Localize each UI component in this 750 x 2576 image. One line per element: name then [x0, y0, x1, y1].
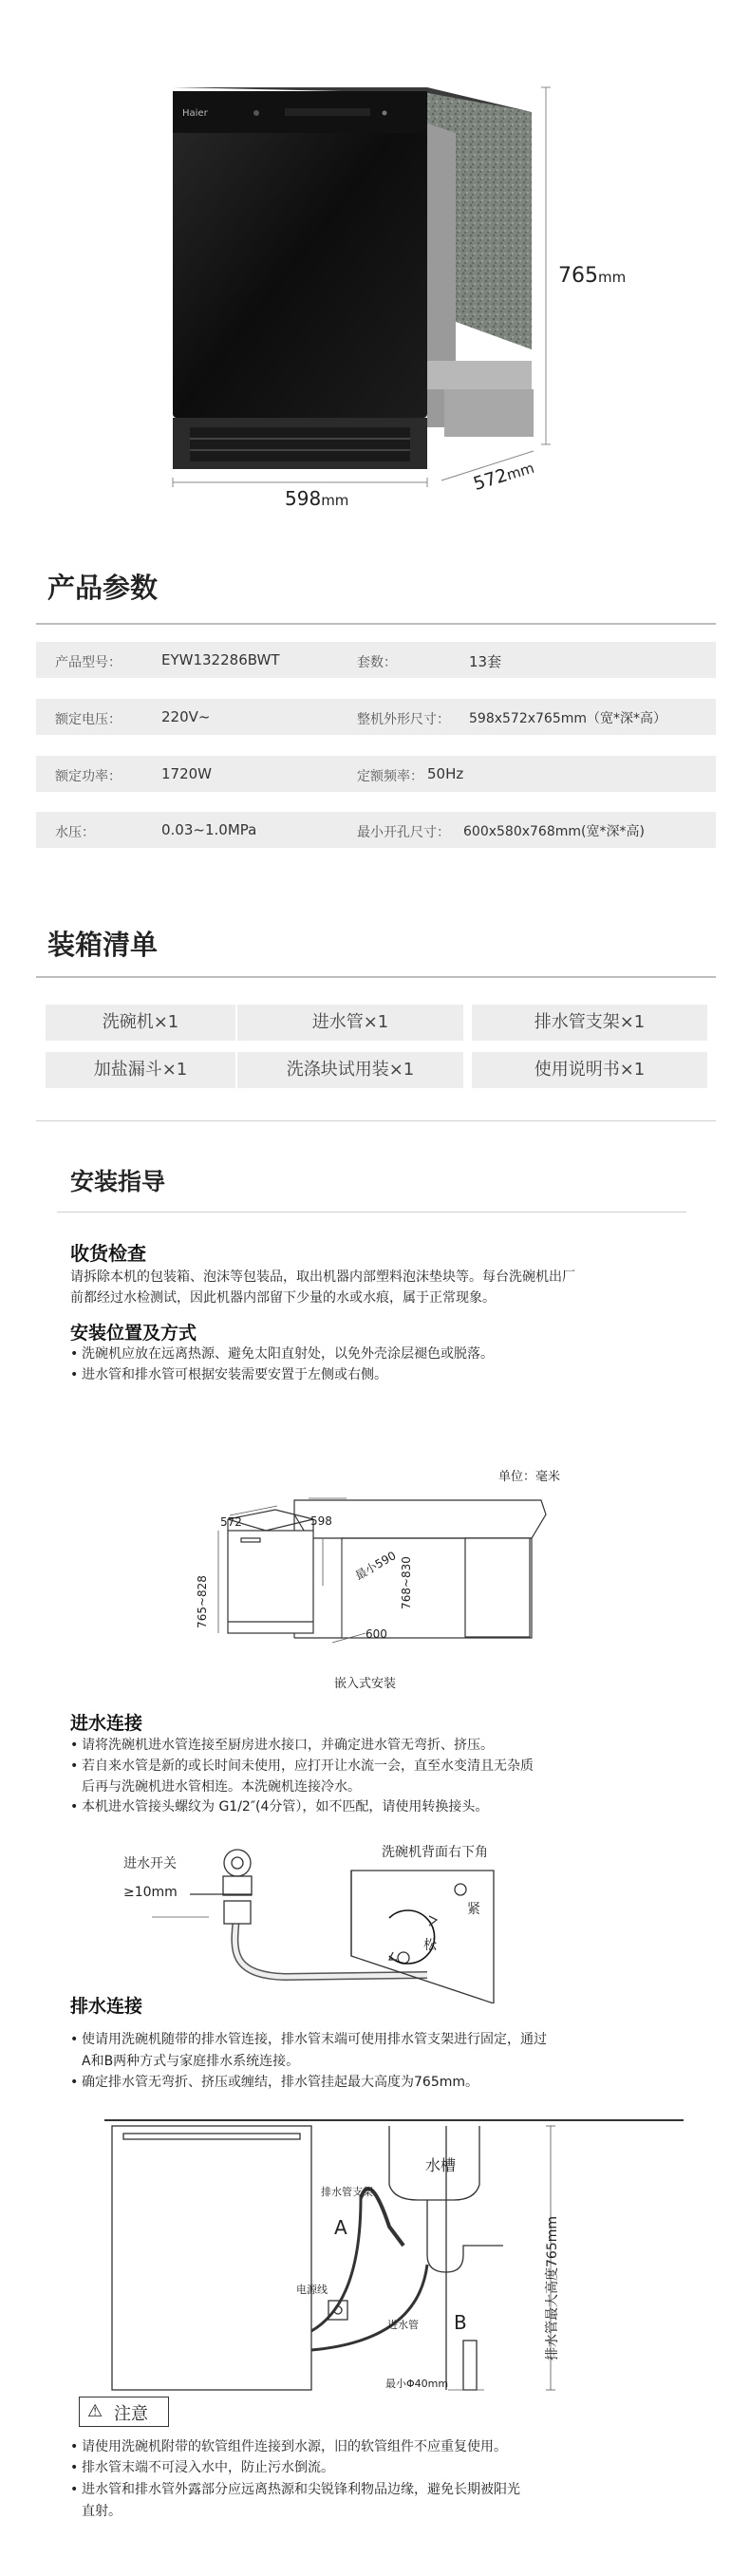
packing-bottom-divider [36, 1120, 716, 1121]
option-a-label: A [334, 2216, 347, 2239]
packing-item: 洗碗机×1 [46, 1005, 235, 1041]
dim-572: 572 [220, 1515, 242, 1529]
tight-label: 紧 [467, 1902, 480, 1917]
notice-bullet-cont: 直射。 [82, 2504, 122, 2519]
packing-item: 洗涤块试用装×1 [237, 1052, 463, 1088]
inlet-switch-label: 进水开关 [123, 1856, 177, 1871]
receive-text-2: 前都经过水检测试，因此机器内部留下少量的水或水痕，属于正常现象。 [70, 1290, 496, 1306]
drain-bullet: • 确定排水管无弯折、挤压或缠结，排水管挂起最大高度为765mm。 [82, 2073, 478, 2093]
inlet-hose-label: 进水管 [387, 2319, 419, 2331]
receive-text-1: 请拆除本机的包装箱、泡沫等包装品，取出机器内部塑料泡沫垫块等。每台洗碗机出厂 [70, 1269, 575, 1285]
dim-768-830: 768~830 [399, 1556, 413, 1609]
dim-765-828: 765~828 [195, 1575, 209, 1628]
dim-min590: 最小590 [352, 1549, 399, 1583]
packing-item: 加盐漏斗×1 [46, 1052, 235, 1088]
spec-row: 额定电压： 220V~ 整机外形尺寸： 598x572x765mm（宽*深*高） [36, 699, 716, 735]
drain-bullet: • 使请用洗碗机随带的排水管连接，排水管末端可使用排水管支架进行固定，通过 [82, 2030, 547, 2050]
spec-row: 额定功率： 1720W 定额频率： 50Hz [36, 756, 716, 792]
packing-divider [36, 976, 716, 978]
inlet-bullet: • 请将洗碗机进水管连接至厨房进水接口，并确定进水管无弯折、挤压。 [82, 1736, 494, 1756]
notice-box [79, 2397, 169, 2427]
spec-row: 产品型号： EYW132286BWT 套数： 13套 [36, 642, 716, 678]
drain-heading: 排水连接 [70, 1996, 143, 2017]
position-bullet: • 进水管和排水管可根据安装需要安置于左侧或右侧。 [82, 1365, 387, 1385]
drain-diagram [104, 2113, 684, 2407]
notice-bullet: • 请使用洗碗机附带的软管组件连接到水源，旧的软管组件不应重复使用。 [82, 2437, 507, 2457]
min-diameter-label: 最小Φ40mm [385, 2378, 449, 2390]
unit-label: 单位：毫米 [498, 1470, 561, 1484]
packing-item: 使用说明书×1 [472, 1052, 707, 1088]
dim-height: 765mm [558, 264, 627, 288]
inlet-bullet-cont: 后再与洗碗机进水管相连。本洗碗机连接冷水。 [82, 1779, 361, 1795]
packing-title: 装箱清单 [47, 929, 159, 961]
diagram-caption: 嵌入式安装 [334, 1677, 397, 1691]
back-corner-label: 洗碗机背面右下角 [382, 1845, 488, 1860]
inlet-bullet: • 若自来水管是新的或长时间未使用，应打开让水流一会，直至水变清且无杂质 [82, 1757, 534, 1777]
notice-bullet: • 进水管和排水管外露部分应远离热源和尖锐锋利物品边缘，避免长期被阳光 [82, 2480, 520, 2500]
dim-depth: 572mm [471, 459, 536, 496]
option-b-label: B [454, 2311, 467, 2334]
dim-600: 600 [366, 1627, 387, 1641]
packing-item: 进水管×1 [237, 1005, 463, 1041]
install-title: 安装指导 [70, 1168, 166, 1195]
loose-label: 松 [423, 1938, 437, 1953]
bracket-label: 排水管支架 [321, 2186, 373, 2198]
packing-item: 排水管支架×1 [472, 1005, 707, 1041]
install-divider [57, 1212, 686, 1213]
position-bullet: • 洗碗机应放在远离热源、避免太阳直射处，以免外壳涂层褪色或脱落。 [82, 1344, 494, 1364]
inlet-min-length: ≥10mm [123, 1885, 178, 1900]
notice-title: 注意 [114, 2404, 148, 2424]
sink-label: 水槽 [425, 2156, 457, 2174]
max-height-label: 排水管最大高度765mm [545, 2216, 560, 2360]
notice-bullet: • 排水管末端不可浸入水中，防止污水倒流。 [82, 2458, 334, 2478]
dim-width: 598mm [285, 487, 349, 510]
inlet-bullet: • 本机进水管接头螺纹为 G1/2″(4分管），如不匹配，请使用转换接头。 [82, 1797, 488, 1817]
power-cord-label: 电源线 [296, 2284, 328, 2296]
position-heading: 安装位置及方式 [70, 1323, 197, 1344]
drain-bullet-cont: A和B两种方式与家庭排水系统连接。 [82, 2054, 300, 2069]
brand-logo: Haier [182, 108, 208, 119]
receive-heading: 收货检查 [70, 1242, 146, 1265]
dim-598: 598 [310, 1514, 332, 1528]
inlet-heading: 进水连接 [70, 1713, 143, 1734]
product-image [142, 66, 617, 513]
params-title: 产品参数 [47, 572, 159, 604]
warning-icon: ⚠ [87, 2401, 103, 2421]
params-divider [36, 623, 716, 625]
spec-row: 水压： 0.03~1.0MPa 最小开孔尺寸： 600x580x768mm(宽*深*高) [36, 812, 716, 848]
